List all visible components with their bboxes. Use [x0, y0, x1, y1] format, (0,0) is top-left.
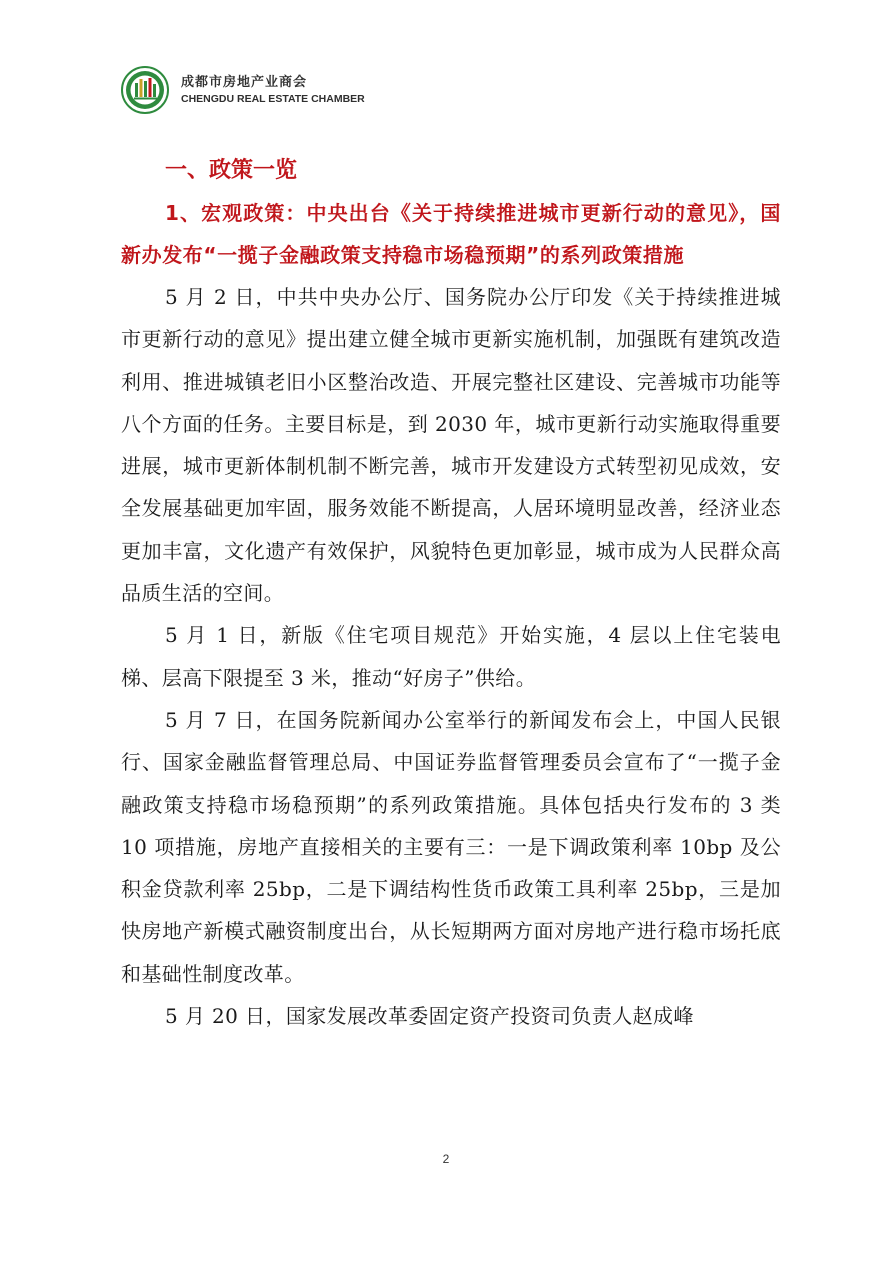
- org-name-en: CHENGDU REAL ESTATE CHAMBER: [181, 93, 365, 105]
- org-name-cn: 成都市房地产业商会: [181, 75, 308, 90]
- org-name-block: [181, 74, 365, 106]
- page-number: 2: [442, 1152, 450, 1166]
- paragraph-financial-policy: 5 月 7 日，在国务院新闻办公室举行的新闻发布会上，中国人民银行、国家金融监督管理总局、中国证券监督管理委员会宣布了“一揽子金融政策支持稳市场稳预期”的系列政策措施。具体包括央行发布的 3 类 10 项措施，房地产直接相关的主要有三：一是下调政策利率 10bp 及公积金贷款利率 25bp，二是下调结构性货币政策工具利率 25bp，三是加快房地产新模式融资制度出台，从长短期两方面对房地产进行稳市场托底和基础性制度改革。: [121, 707, 781, 986]
- section-heading: 一、政策一览: [165, 158, 298, 183]
- section-subheading: 1、宏观政策：中央出台《关于持续推进城市更新行动的意见》，国新办发布“一揽子金融政策支持稳市场稳预期”的系列政策措施: [121, 201, 781, 267]
- page-header: [121, 66, 365, 114]
- paragraph-urban-renewal: 5 月 2 日，中共中央办公厅、国务院办公厅印发《关于持续推进城市更新行动的意见》提出建立健全城市更新实施机制，加强既有建筑改造利用、推进城镇老旧小区整治改造、开展完整社区建设、完善城市功能等八个方面的任务。主要目标是，到 2030 年，城市更新行动实施取得重要进展，城市更新体制机制不断完善，城市开发建设方式转型初见成效，安全发展基础更加牢固，服务效能不断提高，人居环境明显改善，经济业态更加丰富，文化遗产有效保护，风貌特色更加彰显，城市成为人民群众高品质生活的空间。: [121, 285, 781, 606]
- paragraph-ndrc: 5 月 20 日，国家发展改革委固定资产投资司负责人赵成峰: [165, 1004, 694, 1029]
- document-body: [121, 150, 781, 1037]
- paragraph-housing-code: 5 月 1 日，新版《住宅项目规范》开始实施，4 层以上住宅装电梯、层高下限提至 3 米，推动“好房子”供给。: [121, 623, 781, 690]
- chamber-logo-icon: [121, 66, 169, 114]
